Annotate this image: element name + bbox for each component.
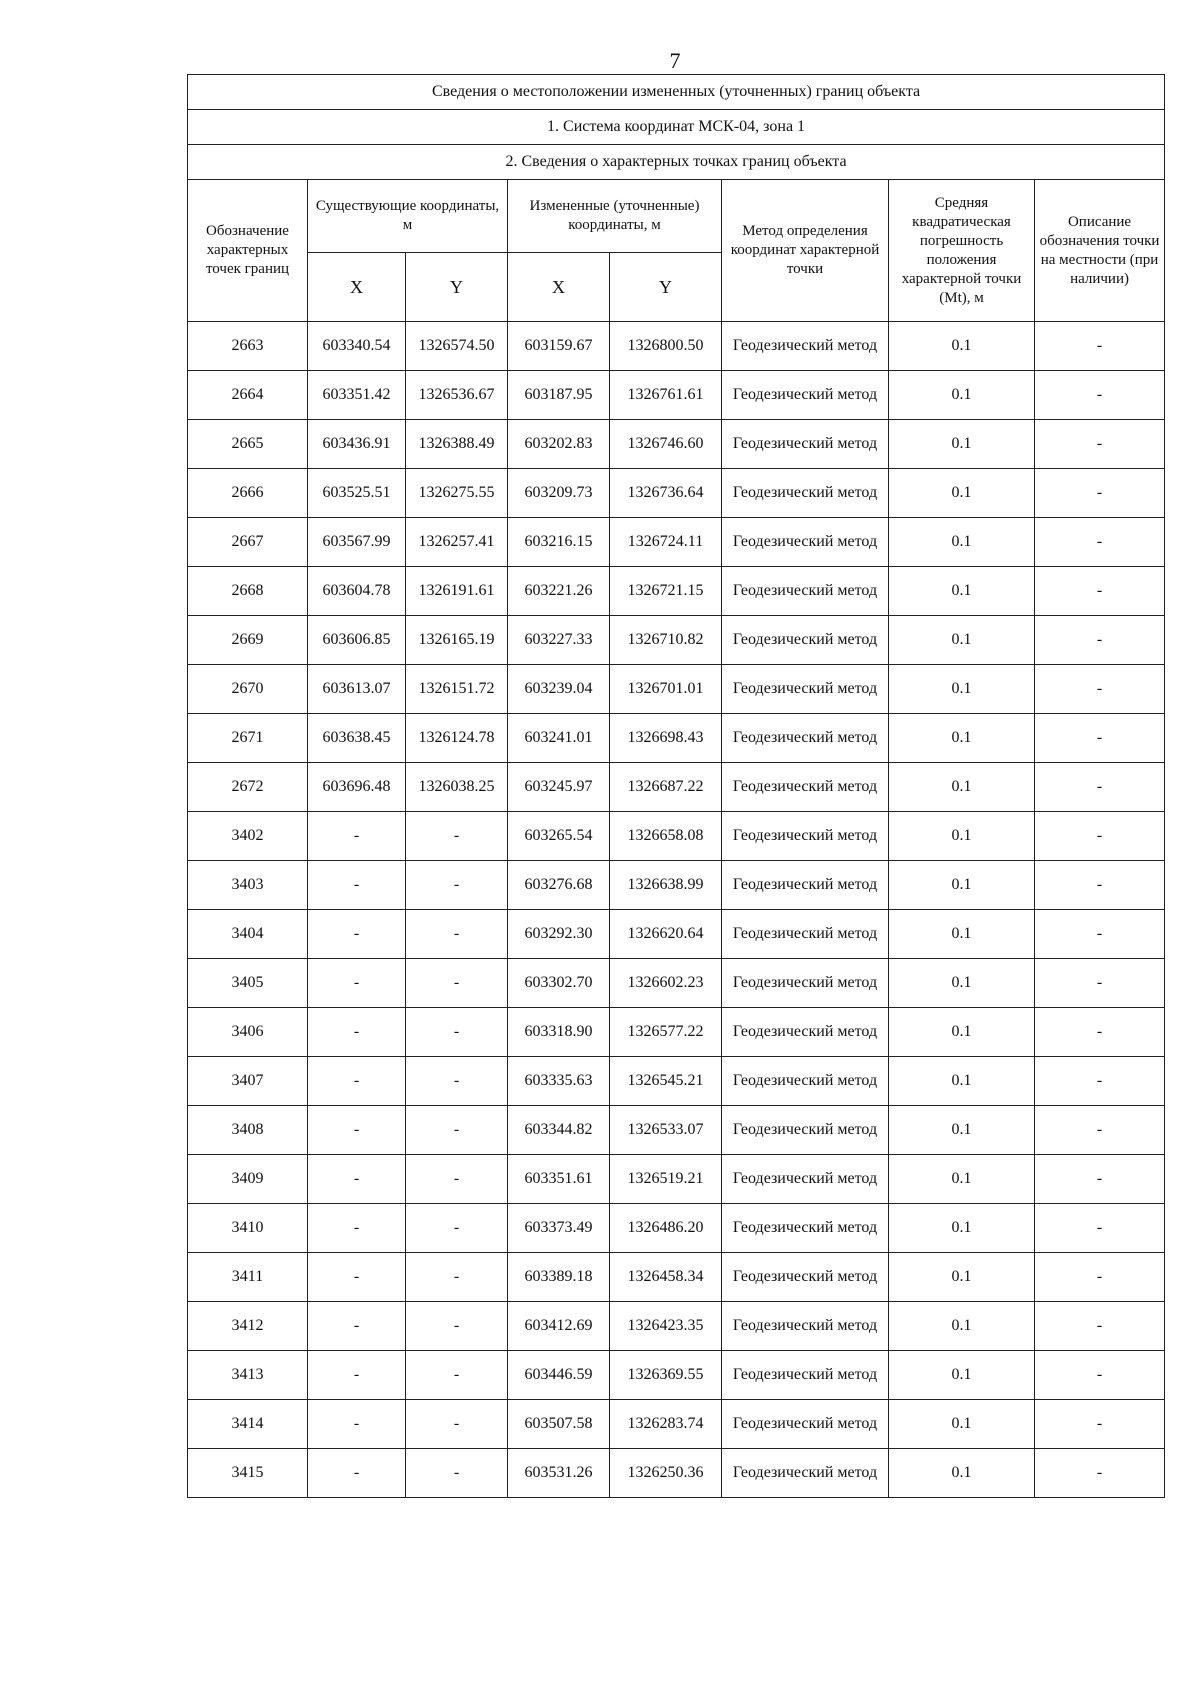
cell-method: Геодезический метод <box>722 420 889 469</box>
cell-changed-x: 603159.67 <box>508 322 610 371</box>
cell-point: 3410 <box>188 1204 308 1253</box>
cell-existing-y: - <box>406 1400 508 1449</box>
cell-existing-x: - <box>308 1106 406 1155</box>
cell-changed-y: 1326701.01 <box>610 665 722 714</box>
cell-existing-y: - <box>406 910 508 959</box>
cell-description: - <box>1035 322 1165 371</box>
cell-point: 2663 <box>188 322 308 371</box>
cell-description: - <box>1035 665 1165 714</box>
column-header-error: Средняя квадратическая погрешность положения характерной точки (Mt), м <box>889 180 1035 322</box>
cell-existing-y: 1326536.67 <box>406 371 508 420</box>
table-row <box>188 371 1165 420</box>
column-header-description: Описание обозначения точки на местности (при наличии) <box>1035 180 1165 322</box>
cell-existing-y: - <box>406 1106 508 1155</box>
cell-existing-x: - <box>308 861 406 910</box>
cell-changed-x: 603202.83 <box>508 420 610 469</box>
cell-changed-y: 1326761.61 <box>610 371 722 420</box>
cell-changed-x: 603507.58 <box>508 1400 610 1449</box>
cell-point: 3402 <box>188 812 308 861</box>
cell-changed-x: 603241.01 <box>508 714 610 763</box>
table-row <box>188 322 1165 371</box>
cell-method: Геодезический метод <box>722 665 889 714</box>
cell-method: Геодезический метод <box>722 861 889 910</box>
cell-existing-x: - <box>308 910 406 959</box>
cell-point: 2671 <box>188 714 308 763</box>
table-row <box>188 1057 1165 1106</box>
table-row <box>188 1449 1165 1498</box>
cell-changed-y: 1326602.23 <box>610 959 722 1008</box>
cell-existing-y: - <box>406 1204 508 1253</box>
table-row <box>188 665 1165 714</box>
cell-changed-x: 603389.18 <box>508 1253 610 1302</box>
cell-changed-x: 603351.61 <box>508 1155 610 1204</box>
cell-error: 0.1 <box>889 469 1035 518</box>
cell-existing-y: 1326257.41 <box>406 518 508 567</box>
cell-existing-x: 603340.54 <box>308 322 406 371</box>
cell-error: 0.1 <box>889 1106 1035 1155</box>
cell-existing-y: 1326388.49 <box>406 420 508 469</box>
cell-existing-y: - <box>406 1351 508 1400</box>
table-row <box>188 1351 1165 1400</box>
cell-changed-y: 1326369.55 <box>610 1351 722 1400</box>
table-row <box>188 1400 1165 1449</box>
cell-changed-x: 603187.95 <box>508 371 610 420</box>
table-row <box>188 1302 1165 1351</box>
cell-description: - <box>1035 1449 1165 1498</box>
cell-point: 3411 <box>188 1253 308 1302</box>
cell-error: 0.1 <box>889 420 1035 469</box>
cell-existing-y: 1326124.78 <box>406 714 508 763</box>
cell-point: 2667 <box>188 518 308 567</box>
cell-method: Геодезический метод <box>722 1106 889 1155</box>
cell-existing-x: - <box>308 1400 406 1449</box>
cell-existing-y: - <box>406 1449 508 1498</box>
table-row <box>188 812 1165 861</box>
cell-error: 0.1 <box>889 714 1035 763</box>
cell-method: Геодезический метод <box>722 1008 889 1057</box>
table-row <box>188 714 1165 763</box>
cell-changed-y: 1326423.35 <box>610 1302 722 1351</box>
cell-existing-x: - <box>308 1057 406 1106</box>
cell-description: - <box>1035 1057 1165 1106</box>
cell-point: 3414 <box>188 1400 308 1449</box>
cell-existing-x: 603351.42 <box>308 371 406 420</box>
cell-error: 0.1 <box>889 1400 1035 1449</box>
cell-changed-x: 603265.54 <box>508 812 610 861</box>
cell-existing-x: - <box>308 1008 406 1057</box>
cell-method: Геодезический метод <box>722 616 889 665</box>
cell-point: 3405 <box>188 959 308 1008</box>
cell-error: 0.1 <box>889 1204 1035 1253</box>
cell-description: - <box>1035 1302 1165 1351</box>
cell-changed-y: 1326519.21 <box>610 1155 722 1204</box>
section-title: 2. Сведения о характерных точках границ объекта <box>188 145 1165 180</box>
cell-changed-x: 603318.90 <box>508 1008 610 1057</box>
cell-existing-y: - <box>406 1155 508 1204</box>
cell-existing-y: - <box>406 1253 508 1302</box>
cell-error: 0.1 <box>889 861 1035 910</box>
cell-point: 3406 <box>188 1008 308 1057</box>
cell-method: Геодезический метод <box>722 1400 889 1449</box>
page-number: 7 <box>669 48 681 73</box>
cell-changed-y: 1326620.64 <box>610 910 722 959</box>
cell-existing-y: 1326191.61 <box>406 567 508 616</box>
cell-description: - <box>1035 518 1165 567</box>
cell-method: Геодезический метод <box>722 1204 889 1253</box>
cell-existing-y: 1326165.19 <box>406 616 508 665</box>
column-header-changed-y: Y <box>610 253 722 322</box>
cell-changed-y: 1326486.20 <box>610 1204 722 1253</box>
cell-changed-y: 1326710.82 <box>610 616 722 665</box>
cell-error: 0.1 <box>889 1253 1035 1302</box>
cell-description: - <box>1035 371 1165 420</box>
cell-changed-y: 1326687.22 <box>610 763 722 812</box>
column-header-point: Обозначение характерных точек границ <box>188 180 308 322</box>
table-row <box>188 420 1165 469</box>
cell-error: 0.1 <box>889 1351 1035 1400</box>
cell-method: Геодезический метод <box>722 1351 889 1400</box>
cell-description: - <box>1035 469 1165 518</box>
cell-point: 2665 <box>188 420 308 469</box>
cell-description: - <box>1035 861 1165 910</box>
cell-description: - <box>1035 763 1165 812</box>
cell-existing-y: 1326151.72 <box>406 665 508 714</box>
cell-description: - <box>1035 1253 1165 1302</box>
column-header-changed: Измененные (уточненные) координаты, м <box>508 180 722 253</box>
cell-changed-x: 603302.70 <box>508 959 610 1008</box>
cell-description: - <box>1035 714 1165 763</box>
cell-existing-x: - <box>308 1302 406 1351</box>
table-body <box>188 322 1165 1498</box>
boundary-points-table <box>187 74 1165 1498</box>
cell-changed-x: 603344.82 <box>508 1106 610 1155</box>
cell-error: 0.1 <box>889 1057 1035 1106</box>
cell-point: 3407 <box>188 1057 308 1106</box>
column-header-existing: Существующие координаты, м <box>308 180 508 253</box>
cell-changed-x: 603216.15 <box>508 518 610 567</box>
cell-changed-y: 1326577.22 <box>610 1008 722 1057</box>
cell-description: - <box>1035 1155 1165 1204</box>
column-header-existing-x: X <box>308 253 406 322</box>
cell-method: Геодезический метод <box>722 371 889 420</box>
cell-point: 3404 <box>188 910 308 959</box>
cell-point: 2669 <box>188 616 308 665</box>
cell-existing-x: 603606.85 <box>308 616 406 665</box>
cell-changed-x: 603412.69 <box>508 1302 610 1351</box>
cell-description: - <box>1035 910 1165 959</box>
cell-changed-y: 1326736.64 <box>610 469 722 518</box>
cell-point: 2664 <box>188 371 308 420</box>
column-header-existing-y: Y <box>406 253 508 322</box>
table-row <box>188 1253 1165 1302</box>
cell-existing-x: 603613.07 <box>308 665 406 714</box>
cell-error: 0.1 <box>889 665 1035 714</box>
cell-changed-x: 603373.49 <box>508 1204 610 1253</box>
cell-changed-y: 1326746.60 <box>610 420 722 469</box>
cell-error: 0.1 <box>889 910 1035 959</box>
cell-existing-y: - <box>406 1008 508 1057</box>
cell-changed-y: 1326638.99 <box>610 861 722 910</box>
cell-point: 2668 <box>188 567 308 616</box>
table-row <box>188 469 1165 518</box>
cell-point: 3409 <box>188 1155 308 1204</box>
cell-existing-x: 603525.51 <box>308 469 406 518</box>
cell-error: 0.1 <box>889 1302 1035 1351</box>
cell-point: 2672 <box>188 763 308 812</box>
cell-changed-x: 603239.04 <box>508 665 610 714</box>
cell-existing-y: - <box>406 812 508 861</box>
cell-method: Геодезический метод <box>722 763 889 812</box>
cell-changed-y: 1326800.50 <box>610 322 722 371</box>
cell-description: - <box>1035 1204 1165 1253</box>
table-row <box>188 959 1165 1008</box>
cell-method: Геодезический метод <box>722 518 889 567</box>
cell-point: 3408 <box>188 1106 308 1155</box>
table-row <box>188 1204 1165 1253</box>
cell-method: Геодезический метод <box>722 959 889 1008</box>
cell-point: 3413 <box>188 1351 308 1400</box>
table-row <box>188 567 1165 616</box>
cell-point: 3403 <box>188 861 308 910</box>
cell-changed-x: 603276.68 <box>508 861 610 910</box>
cell-error: 0.1 <box>889 322 1035 371</box>
cell-method: Геодезический метод <box>722 1253 889 1302</box>
cell-description: - <box>1035 1008 1165 1057</box>
cell-description: - <box>1035 567 1165 616</box>
table-row <box>188 861 1165 910</box>
cell-method: Геодезический метод <box>722 812 889 861</box>
cell-method: Геодезический метод <box>722 322 889 371</box>
cell-error: 0.1 <box>889 616 1035 665</box>
table-row <box>188 763 1165 812</box>
cell-method: Геодезический метод <box>722 567 889 616</box>
cell-method: Геодезический метод <box>722 714 889 763</box>
cell-error: 0.1 <box>889 1155 1035 1204</box>
cell-description: - <box>1035 812 1165 861</box>
table-row <box>188 1106 1165 1155</box>
cell-description: - <box>1035 420 1165 469</box>
cell-point: 3412 <box>188 1302 308 1351</box>
cell-existing-x: - <box>308 1204 406 1253</box>
cell-changed-y: 1326533.07 <box>610 1106 722 1155</box>
cell-error: 0.1 <box>889 567 1035 616</box>
cell-existing-y: - <box>406 959 508 1008</box>
table-row <box>188 518 1165 567</box>
column-header-method: Метод определения координат характерной точки <box>722 180 889 322</box>
cell-existing-y: 1326574.50 <box>406 322 508 371</box>
cell-existing-x: 603638.45 <box>308 714 406 763</box>
cell-changed-y: 1326250.36 <box>610 1449 722 1498</box>
cell-existing-x: - <box>308 959 406 1008</box>
table-row <box>188 616 1165 665</box>
cell-existing-x: 603696.48 <box>308 763 406 812</box>
cell-error: 0.1 <box>889 518 1035 567</box>
cell-changed-y: 1326721.15 <box>610 567 722 616</box>
cell-description: - <box>1035 616 1165 665</box>
cell-changed-x: 603446.59 <box>508 1351 610 1400</box>
cell-changed-y: 1326658.08 <box>610 812 722 861</box>
cell-error: 0.1 <box>889 1449 1035 1498</box>
cell-method: Геодезический метод <box>722 1057 889 1106</box>
cell-description: - <box>1035 1400 1165 1449</box>
cell-existing-x: - <box>308 1449 406 1498</box>
cell-changed-x: 603227.33 <box>508 616 610 665</box>
cell-changed-x: 603531.26 <box>508 1449 610 1498</box>
cell-description: - <box>1035 1106 1165 1155</box>
cell-changed-x: 603245.97 <box>508 763 610 812</box>
cell-changed-y: 1326698.43 <box>610 714 722 763</box>
cell-existing-y: - <box>406 1057 508 1106</box>
cell-existing-y: 1326038.25 <box>406 763 508 812</box>
cell-existing-x: 603436.91 <box>308 420 406 469</box>
cell-existing-x: - <box>308 1253 406 1302</box>
column-header-changed-x: X <box>508 253 610 322</box>
cell-changed-x: 603292.30 <box>508 910 610 959</box>
cell-changed-y: 1326724.11 <box>610 518 722 567</box>
cell-method: Геодезический метод <box>722 1155 889 1204</box>
table-title: Сведения о местоположении измененных (уточненных) границ объекта <box>188 75 1165 110</box>
cell-error: 0.1 <box>889 371 1035 420</box>
cell-changed-x: 603335.63 <box>508 1057 610 1106</box>
cell-existing-y: 1326275.55 <box>406 469 508 518</box>
cell-changed-y: 1326283.74 <box>610 1400 722 1449</box>
table-row <box>188 910 1165 959</box>
cell-error: 0.1 <box>889 763 1035 812</box>
cell-existing-x: 603567.99 <box>308 518 406 567</box>
cell-point: 2670 <box>188 665 308 714</box>
cell-method: Геодезический метод <box>722 1302 889 1351</box>
cell-existing-x: - <box>308 812 406 861</box>
cell-changed-x: 603221.26 <box>508 567 610 616</box>
table-row <box>188 1008 1165 1057</box>
cell-description: - <box>1035 1351 1165 1400</box>
cell-error: 0.1 <box>889 812 1035 861</box>
cell-existing-x: - <box>308 1155 406 1204</box>
cell-error: 0.1 <box>889 1008 1035 1057</box>
cell-existing-y: - <box>406 861 508 910</box>
cell-changed-y: 1326545.21 <box>610 1057 722 1106</box>
cell-existing-x: 603604.78 <box>308 567 406 616</box>
cell-point: 3415 <box>188 1449 308 1498</box>
cell-existing-x: - <box>308 1351 406 1400</box>
cell-point: 2666 <box>188 469 308 518</box>
cell-method: Геодезический метод <box>722 1449 889 1498</box>
cell-method: Геодезический метод <box>722 469 889 518</box>
cell-description: - <box>1035 959 1165 1008</box>
cell-error: 0.1 <box>889 959 1035 1008</box>
cell-existing-y: - <box>406 1302 508 1351</box>
table-row <box>188 1155 1165 1204</box>
cell-changed-x: 603209.73 <box>508 469 610 518</box>
cell-method: Геодезический метод <box>722 910 889 959</box>
cell-changed-y: 1326458.34 <box>610 1253 722 1302</box>
coordinate-system: 1. Система координат МСК-04, зона 1 <box>188 110 1165 145</box>
